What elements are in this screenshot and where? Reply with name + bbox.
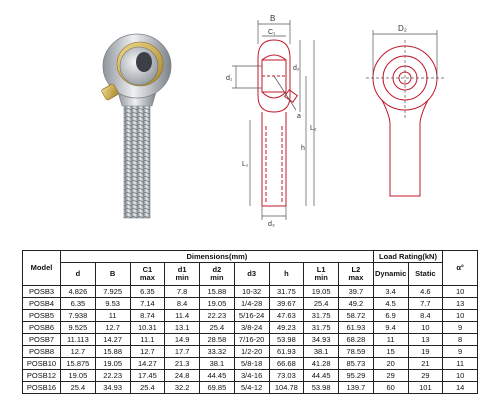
table-cell: 10 [443, 310, 478, 322]
table-cell: 25.4 [61, 382, 96, 394]
table-cell: 25.4 [304, 298, 339, 310]
table-cell: 41.28 [304, 358, 339, 370]
col-header: L2 max [339, 263, 374, 286]
table-cell: 33.32 [200, 346, 235, 358]
col-header: B [95, 263, 130, 286]
table-cell: 7/16-20 [234, 334, 269, 346]
table-cell: 3.4 [373, 286, 408, 298]
label-d1: d₁ [226, 75, 233, 82]
table-body [23, 286, 478, 394]
front-dimensions [366, 30, 444, 118]
table-cell: 12.7 [130, 346, 165, 358]
table-cell: 38.1 [200, 358, 235, 370]
table-cell: 19.05 [95, 358, 130, 370]
header-dimensions: Dimensions(mm) [61, 251, 374, 263]
table-cell: 11 [373, 334, 408, 346]
table-cell: 104.78 [269, 382, 304, 394]
side-section-view [258, 40, 297, 206]
table-cell: 14.9 [165, 334, 200, 346]
table-cell: 31.75 [304, 322, 339, 334]
table-cell: 14 [443, 382, 478, 394]
table-cell: 95.29 [339, 370, 374, 382]
table-cell: 21 [408, 358, 443, 370]
table-cell: 31.75 [304, 310, 339, 322]
dim-angle-line [274, 76, 296, 110]
col-header: Static [408, 263, 443, 286]
table-cell: 68.28 [339, 334, 374, 346]
table-cell: 12.7 [95, 322, 130, 334]
table-cell: 19.05 [61, 370, 96, 382]
table-cell: 22.23 [200, 310, 235, 322]
table-cell: 12.7 [61, 346, 96, 358]
table-cell: 32.2 [165, 382, 200, 394]
label-l1: L₁ [242, 161, 249, 168]
specifications-table [22, 250, 478, 394]
table-cell: 11.4 [165, 310, 200, 322]
col-header: Dynamic [373, 263, 408, 286]
table-cell: 14.27 [130, 358, 165, 370]
table-cell: 17.7 [165, 346, 200, 358]
table-row [23, 322, 478, 334]
table-cell: 7.925 [95, 286, 130, 298]
table-cell: 39.67 [269, 298, 304, 310]
cell-model: POSB12 [23, 370, 61, 382]
table-cell: 61.93 [269, 346, 304, 358]
table-cell: 7.14 [130, 298, 165, 310]
table-cell: 25.4 [200, 322, 235, 334]
rod-end-photo [101, 34, 171, 218]
table-cell: 10 [443, 370, 478, 382]
table-cell: 5/4-12 [234, 382, 269, 394]
cell-model: POSB4 [23, 298, 61, 310]
table-cell: 19.05 [304, 286, 339, 298]
table-cell: 11.1 [130, 334, 165, 346]
table-cell: 49.23 [269, 322, 304, 334]
table-cell: 29 [373, 370, 408, 382]
side-race-bottom [262, 92, 286, 98]
table-cell: 5/16-24 [234, 310, 269, 322]
table-cell: 4.5 [373, 298, 408, 310]
table-cell: 15 [373, 346, 408, 358]
table-cell: 13.1 [165, 322, 200, 334]
front-view [373, 46, 437, 196]
label-h: h [301, 145, 305, 152]
table-cell: 20 [373, 358, 408, 370]
table-cell: 34.93 [95, 382, 130, 394]
cell-model: POSB8 [23, 346, 61, 358]
table-cell: 69.85 [200, 382, 235, 394]
label-d3: d₃ [268, 221, 275, 228]
table-cell: 25.4 [130, 382, 165, 394]
table-cell: 24.8 [165, 370, 200, 382]
col-header: d [61, 263, 96, 286]
table-cell: 38.1 [304, 346, 339, 358]
table-cell: 85.73 [339, 358, 374, 370]
table-cell: 9 [443, 322, 478, 334]
header-model: Model [23, 251, 61, 286]
table-cell: 9.53 [95, 298, 130, 310]
cell-model: POSB7 [23, 334, 61, 346]
table-cell: 53.98 [304, 382, 339, 394]
table-cell: 66.68 [269, 358, 304, 370]
header-angle: α° [443, 251, 478, 286]
table-cell: 15.88 [95, 346, 130, 358]
table-cell: 49.2 [339, 298, 374, 310]
threaded-shank [124, 104, 150, 218]
table-cell: 6.35 [130, 286, 165, 298]
table-cell: 58.72 [339, 310, 374, 322]
table-cell: 15.875 [61, 358, 96, 370]
table-row [23, 358, 478, 370]
table-cell: 53.98 [269, 334, 304, 346]
table-cell: 19.05 [200, 298, 235, 310]
table-cell: 10 [408, 322, 443, 334]
table-cell: 17.45 [130, 370, 165, 382]
table-cell: 7.8 [165, 286, 200, 298]
col-header: h [269, 263, 304, 286]
table-cell: 28.58 [200, 334, 235, 346]
table-cell: 8.4 [165, 298, 200, 310]
table-row [23, 346, 478, 358]
cell-model: POSB5 [23, 310, 61, 322]
table-cell: 9 [443, 346, 478, 358]
table-cell: 8.4 [408, 310, 443, 322]
cell-model: POSB6 [23, 322, 61, 334]
table-cell: 34.93 [304, 334, 339, 346]
col-header: d2 min [200, 263, 235, 286]
table-cell: 15.88 [200, 286, 235, 298]
cell-model: POSB3 [23, 286, 61, 298]
table-cell: 47.63 [269, 310, 304, 322]
table-cell: 7.7 [408, 298, 443, 310]
label-b: B [270, 14, 276, 23]
table-cell: 22.23 [95, 370, 130, 382]
side-dimensions [232, 20, 314, 220]
table-cell: 39.7 [339, 286, 374, 298]
table-cell: 29 [408, 370, 443, 382]
table-cell: 11 [443, 358, 478, 370]
table-cell: 1/2-20 [234, 346, 269, 358]
table-cell: 10.31 [130, 322, 165, 334]
table-cell: 8.74 [130, 310, 165, 322]
table-cell: 44.45 [200, 370, 235, 382]
table-row [23, 310, 478, 322]
table-cell: 9.525 [61, 322, 96, 334]
table-row [23, 334, 478, 346]
table-cell: 3/8-24 [234, 322, 269, 334]
side-race-top [262, 55, 286, 60]
table-row [23, 370, 478, 382]
table-cell: 19 [408, 346, 443, 358]
table-cell: 1/4-28 [234, 298, 269, 310]
table-cell: 13 [408, 334, 443, 346]
table-cell: 11.113 [61, 334, 96, 346]
table-cell: 10 [443, 286, 478, 298]
table-cell: 21.3 [165, 358, 200, 370]
header-load-rating: Load Rating(kN) [373, 251, 443, 263]
label-d2-front: D₂ [398, 24, 407, 33]
table-cell: 7.938 [61, 310, 96, 322]
table-row [23, 382, 478, 394]
col-header: d1 min [165, 263, 200, 286]
table-cell: 10-32 [234, 286, 269, 298]
table-cell: 78.59 [339, 346, 374, 358]
table-cell: 5/8-18 [234, 358, 269, 370]
table-cell: 9.4 [373, 322, 408, 334]
table-cell: 4.6 [408, 286, 443, 298]
table-cell: 3/4-16 [234, 370, 269, 382]
cell-model: POSB16 [23, 382, 61, 394]
table-cell: 139.7 [339, 382, 374, 394]
table-cell: 11 [95, 310, 130, 322]
label-d2-side: d₂ [293, 65, 300, 72]
table-row [23, 286, 478, 298]
col-header: L1 min [304, 263, 339, 286]
table-cell: 14.27 [95, 334, 130, 346]
table-cell: 61.93 [339, 322, 374, 334]
table-cell: 31.75 [269, 286, 304, 298]
col-header: d3 [234, 263, 269, 286]
table-cell: 6.9 [373, 310, 408, 322]
table-cell: 6.35 [61, 298, 96, 310]
label-l2: L₂ [310, 125, 317, 132]
col-header: C1 max [130, 263, 165, 286]
table-cell: 4.826 [61, 286, 96, 298]
table-header-row-1 [23, 251, 478, 263]
table-cell: 44.45 [304, 370, 339, 382]
cell-model: POSB10 [23, 358, 61, 370]
table-cell: 73.03 [269, 370, 304, 382]
table-cell: 101 [408, 382, 443, 394]
table-cell: 8 [443, 334, 478, 346]
table-header-row-2 [23, 263, 478, 286]
table-cell: 60 [373, 382, 408, 394]
table-cell: 13 [443, 298, 478, 310]
label-c1: C₁ [268, 29, 276, 36]
table-row [23, 298, 478, 310]
bore [136, 52, 152, 72]
front-shank [382, 100, 428, 196]
label-a: a [297, 113, 301, 120]
